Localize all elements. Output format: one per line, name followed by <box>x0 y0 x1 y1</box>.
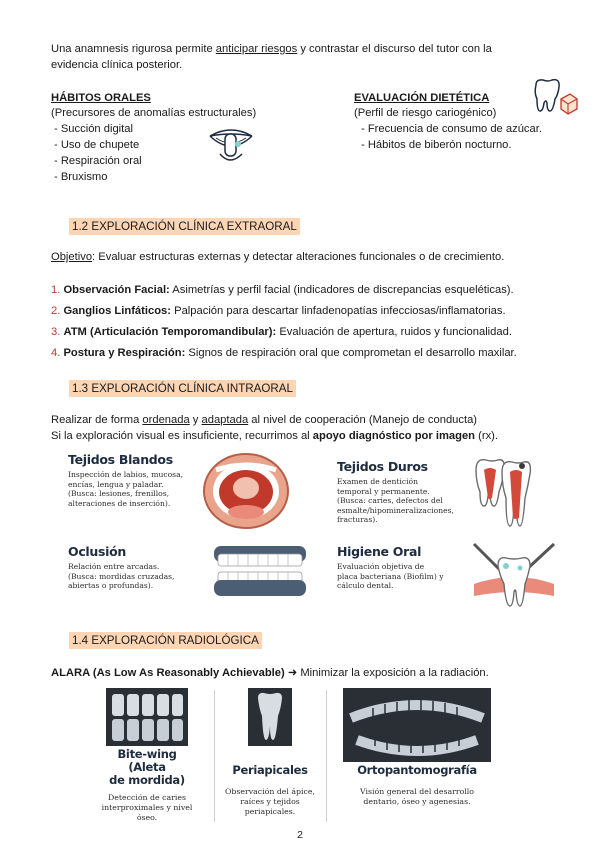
section-heading-extraoral: 1.2 EXPLORACIÓN CLÍNICA EXTRAORAL <box>69 218 300 235</box>
divider <box>214 690 215 822</box>
xray-bitewing-text <box>97 748 197 823</box>
card-higiene-oral <box>337 544 467 591</box>
xray-periapical-text <box>222 764 318 817</box>
card-tejidos-duros <box>337 459 467 525</box>
extraoral-item-2: 2. Ganglios Linfáticos: Palpación para descartar linfadenopatías infecciosas/inflamatorias. <box>51 305 506 317</box>
divider <box>326 690 327 822</box>
xray-title: Ortopantomografía <box>357 763 477 777</box>
card-desc: Inspección de labios, mucosa, encías, lengua y paladar. (Busca: lesiones, frenillos, alteraciones de inserción). <box>68 470 184 508</box>
thumb-sucking-icon <box>206 122 256 166</box>
card-desc: Relación entre arcadas. (Busca: mordidas cruzadas, abiertas o profundas). <box>68 562 175 590</box>
extraoral-item-1: 1. Observación Facial: Asimetrías y perfil facial (indicadores de discrepancias esqueléticas). <box>51 284 514 296</box>
habitos-title: HÁBITOS ORALES <box>51 92 151 104</box>
hygiene-tools-icon <box>470 540 558 612</box>
alara-line: ALARA (As Low As Reasonably Achievable) ➜ Minimizar la exposición a la radiación. <box>51 667 489 679</box>
xray-desc: Detección de caries interproximales y nivel óseo. <box>101 793 193 822</box>
xray-orto-text <box>343 764 491 807</box>
intraoral-line-2: Si la exploración visual es insuficiente, recurrimos al apoyo diagnóstico por imagen (rx). <box>51 430 499 442</box>
habitos-subtitle: (Precursores de anomalías estructurales) <box>51 107 257 119</box>
xray-desc: Observación del ápice, raíces y tejidos periapicales. <box>224 787 315 816</box>
extraoral-item-3: 3. ATM (Articulación Temporomandibular): Evaluación de apertura, ruidos y funcionalidad. <box>51 326 512 338</box>
card-desc: Evaluación objetiva de placa bacteriana (Biofilm) y cálculo dental. <box>337 562 444 590</box>
page-number: 2 <box>297 829 303 841</box>
bitewing-xray-image <box>106 688 188 746</box>
dieta-item: - Frecuencia de consumo de azúcar. <box>361 123 542 135</box>
panoramic-xray-image <box>343 688 491 762</box>
intro-line-1: Una anamnesis rigurosa permite anticipar riesgos y contrastar el discurso del tutor con la <box>51 43 492 55</box>
tooth-sugar-icon <box>530 77 578 119</box>
section-heading-intraoral: 1.3 EXPLORACIÓN CLÍNICA INTRAORAL <box>69 380 296 397</box>
extraoral-item-4: 4. Postura y Respiración: Signos de respiración oral que comprometan el desarrollo maxilar. <box>51 347 517 359</box>
habitos-item: - Succión digital <box>54 123 133 135</box>
xray-title: Bite-wing (Aleta de mordida) <box>109 747 185 787</box>
intraoral-line-1: Realizar de forma ordenada y adaptada al nivel de cooperación (Manejo de conducta) <box>51 414 478 426</box>
xray-title: Periapicales <box>232 763 308 777</box>
intro-line-2: evidencia clínica posterior. <box>51 59 183 71</box>
intro-emphasis: anticipar riesgos <box>215 43 298 55</box>
card-desc: Examen de dentición temporal y permanente. (Busca: caries, defectos del esmalte/hipomineralizaciones, fracturas). <box>337 477 454 524</box>
section-heading-radiologica: 1.4 EXPLORACIÓN RADIOLÓGICA <box>69 632 262 649</box>
open-mouth-icon <box>202 452 290 530</box>
periapical-xray-image <box>248 688 292 746</box>
tooth-cross-section-icon <box>472 456 534 530</box>
card-title: Tejidos Blandos <box>68 452 173 467</box>
habitos-item: - Uso de chupete <box>54 139 140 151</box>
habitos-item: - Respiración oral <box>54 155 142 167</box>
dieta-item: - Hábitos de biberón nocturno. <box>361 139 512 151</box>
dieta-title: EVALUACIÓN DIETÉTICA <box>354 92 490 104</box>
card-title: Higiene Oral <box>337 544 422 559</box>
card-title: Tejidos Duros <box>337 459 428 474</box>
xray-desc: Visión general del desarrollo dentario, óseo y agenesias. <box>360 787 474 806</box>
card-tejidos-blandos <box>68 452 208 508</box>
card-title: Oclusión <box>68 544 127 559</box>
habitos-item: - Bruxismo <box>54 171 108 183</box>
card-oclusion <box>68 544 208 591</box>
objective-line: Objetivo: Evaluar estructuras externas y detectar alteraciones funcionales o de crecimiento. <box>51 251 505 263</box>
dieta-subtitle: (Perfil de riesgo cariogénico) <box>354 107 497 119</box>
dental-arches-icon <box>212 544 308 598</box>
